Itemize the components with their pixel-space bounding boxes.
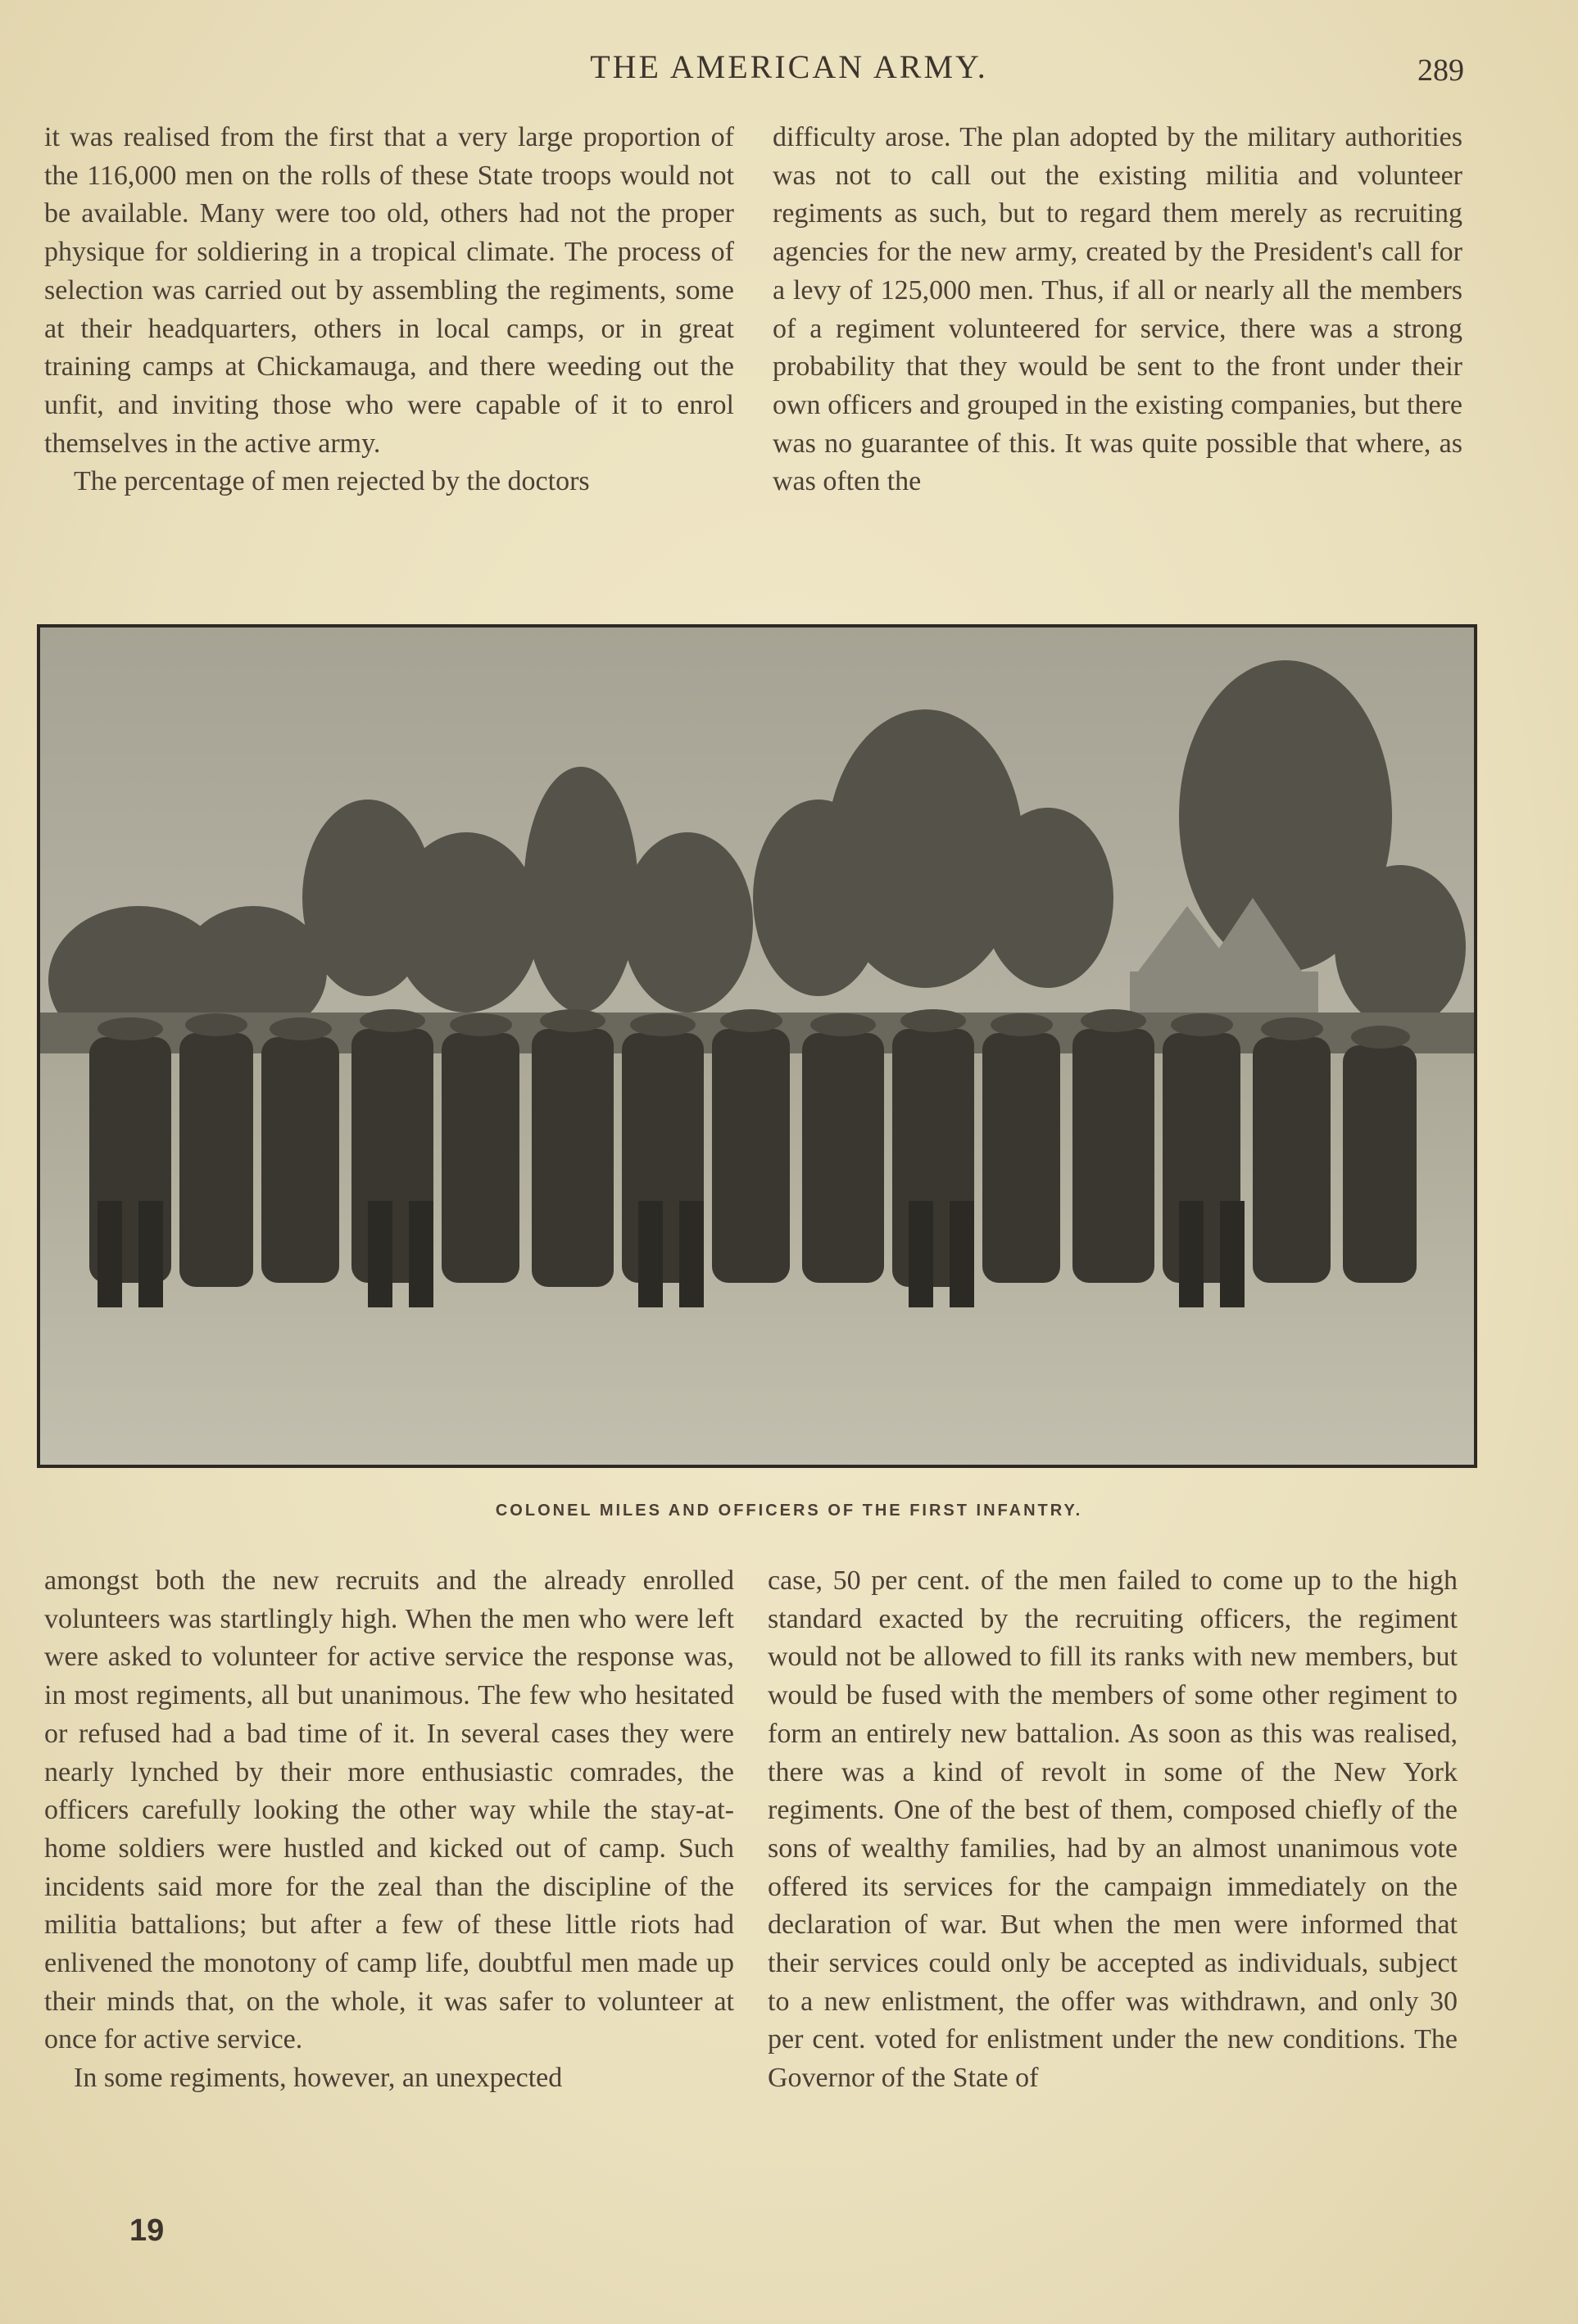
page-number: 289: [1417, 53, 1464, 88]
photograph-officers-in-line: [40, 627, 1474, 1465]
photo-caption: COLONEL MILES AND OFFICERS OF THE FIRST INFANTRY.: [495, 1502, 1083, 1520]
signature-mark: 19: [129, 2213, 165, 2248]
photograph: [37, 624, 1477, 1468]
top-right-column: [773, 119, 1462, 501]
paragraph: amongst both the new recruits and the already enrolled volunteers was startlingly high. When the men who were left were asked to volunteer for active service the response was, in most regiments, all but unanimous. The few who hesitated or refused had a bad time of it. In several cases they were nearly lynched by their more enthusiastic comrades, the officers carefully looking the other way while the stay-at-home soldiers were hustled and kicked out of camp. Such incidents said more for the zeal than the discipline of the militia battalions; but after a few of these little riots had enlivened the monotony of camp life, doubtful men made up their minds that, on the whole, it was safer to volunteer at once for active service.: [44, 1565, 734, 2055]
bottom-right-column: [768, 1562, 1458, 2098]
paragraph: difficulty arose. The plan adopted by the military authorities was not to call out the existing militia and volunteer regiments as such, but to regard them merely as recruiting agencies for the new army, created by the President's call for a levy of 125,000 men. Thus, if all or nearly all the members of a regiment volunteered for service, there was a strong probability that they would be sent to the front under their own officers and grouped in the existing companies, but there was no guarantee of this. It was quite possible that where, as was often the: [773, 122, 1462, 497]
paragraph: it was realised from the first that a very large proportion of the 116,000 men on the rolls of these State troops would not be available. Many were too old, others had not the proper physique for soldiering in a tropical climate. The process of selection was carried out by assembling the regiments, some at their headquarters, others in local camps, or in great training camps at Chickamauga, and there weeding out the unfit, and inviting those who were capable of it to enrol themselves in the active army.: [44, 122, 734, 459]
running-head: THE AMERICAN ARMY.: [590, 48, 988, 85]
paragraph: In some regiments, however, an unexpected: [74, 2063, 563, 2094]
paragraph: The percentage of men rejected by the doctors: [74, 466, 590, 497]
bottom-left-column: [44, 1562, 734, 2098]
paragraph: case, 50 per cent. of the men failed to come up to the high standard exacted by the recruiting officers, the regiment would not be allowed to fill its ranks with new members, but would be fused with the members of some other regiment to form an entirely new battalion. As soon as this was realised, there was a kind of revolt in some of the New York regiments. One of the best of them, composed chiefly of the sons of wealthy families, had by an almost unanimous vote offered its services for the campaign immediately on the declaration of war. But when the men were informed that their services could only be accepted as individuals, subject to a new enlistment, the offer was withdrawn, and only 30 per cent. voted for enlistment under the new conditions. The Governor of the State of: [768, 1565, 1458, 2094]
top-left-column: [44, 119, 734, 501]
